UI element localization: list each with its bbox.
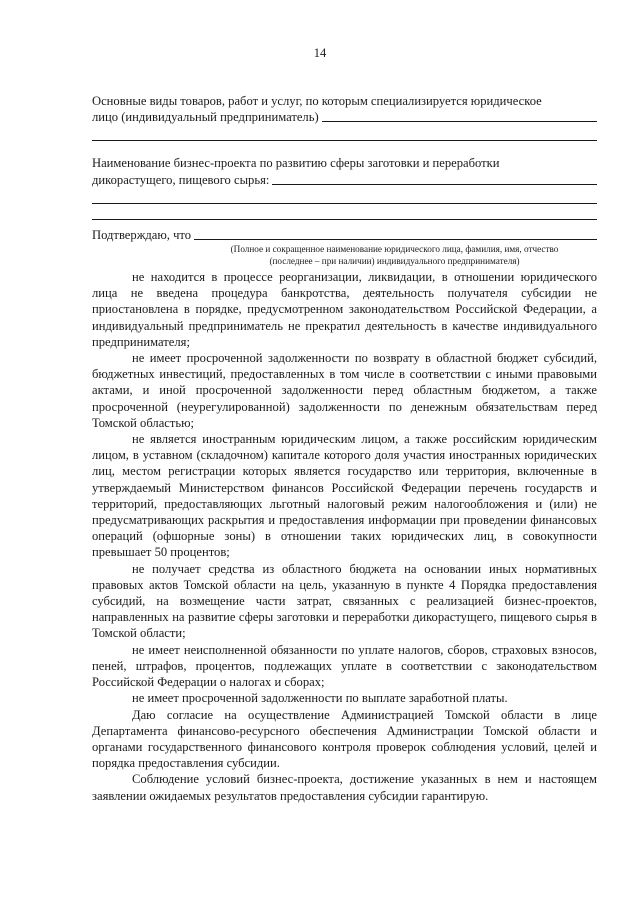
- confirm-caption-line-1: (Полное и сокращенное наименование юридического лица, фамилия, имя, отчество: [230, 244, 559, 255]
- activities-field: [92, 93, 597, 141]
- form-content: [92, 93, 597, 804]
- condition-paragraph: не имеет неисполненной обязанности по уплате налогов, сборов, страховых взносов, пеней, штрафов, процентов, подлежащих уплате в соответствии с законодательством Российской Федерации о налогах и сборах;: [92, 642, 597, 690]
- project-name-label-cont: дикорастущего, пищевого сырья:: [92, 172, 270, 187]
- confirm-fill-line[interactable]: [194, 227, 597, 240]
- project-name-blank-line-1[interactable]: [92, 188, 597, 204]
- condition-paragraph: не находится в процессе реорганизации, ликвидации, в отношении юридического лица не введена процедура банкротства, деятельность получателя субсидии не приостановлена в порядке, предусмотренном законодательством Российской Федерации, а индивидуальный предприниматель не прекратил деятельность в качестве индивидуального предпринимателя;: [92, 270, 597, 349]
- project-name-label: Наименование бизнес-проекта по развитию сферы заготовки и переработки: [92, 156, 500, 171]
- confirm-field: [92, 227, 597, 267]
- activities-blank-line[interactable]: [92, 125, 597, 141]
- confirm-caption: [92, 244, 597, 267]
- confirm-caption-line-2: (последнее – при наличии) индивидуального предпринимателя): [269, 255, 520, 266]
- conditions-list: [92, 269, 597, 804]
- activities-fill-line[interactable]: [322, 109, 597, 122]
- project-name-blank-line-2[interactable]: [92, 204, 597, 220]
- condition-paragraph: не имеет просроченной задолженности по возврату в областной бюджет субсидий, бюджетных инвестиций, предоставленных в том числе в соответствии с иными правовыми актами, и иной просроченной задолженности перед областным бюджетом, а также просроченной (неурегулированной) задолженности по денежным обязательствам перед Томской областью;: [92, 351, 597, 430]
- project-name-fill-line[interactable]: [272, 172, 597, 185]
- condition-paragraph: не является иностранным юридическим лицом, а также российским юридическим лицом, в уставном (складочном) капитале которого доля участия иностранных юридических лиц, местом регистрации которых является государство или территория, включенные в утверждаемый Министерством финансов Российской Федерации перечень государств и территорий, предоставляющих льготный налоговый режим налогообложения и (или) не предусматривающих раскрытия и предоставления информации при проведении финансовых операций (офшорные зоны) в отношении таких юридических лиц, в совокупности превышает 50 процентов;: [92, 432, 597, 560]
- consent-paragraph: Даю согласие на осуществление Администрацией Томской области в лице Департамента финансово-ресурсного обеспечения Администрации Томской области и органами государственного финансового контроля проверок соблюдения условий, целей и порядка предоставления субсидии.: [92, 707, 597, 771]
- condition-paragraph: не получает средства из областного бюджета на основании иных нормативных правовых актов Томской области на цель, указанную в пункте 4 Порядка предоставления субсидий, на возмещение части затрат, связанных с реализацией бизнес-проектов, направленных на развитие сферы заготовки и переработки дикорастущего, пищевого сырья в Томской области;: [92, 561, 597, 641]
- page-number: 14: [313, 46, 327, 60]
- confirm-label: Подтверждаю, что: [92, 227, 192, 242]
- project-name-field: [92, 155, 597, 219]
- activities-label-cont: лицо (индивидуальный предприниматель): [92, 110, 319, 125]
- activities-label: Основные виды товаров, работ и услуг, по которым специализируется юридическое: [92, 94, 542, 108]
- condition-paragraph: не имеет просроченной задолженности по выплате заработной платы.: [132, 691, 508, 706]
- guarantee-paragraph: Соблюдение условий бизнес-проекта, достижение указанных в нем и настоящем заявлении ожидаемых результатов предоставления субсидии гарантирую.: [92, 772, 597, 803]
